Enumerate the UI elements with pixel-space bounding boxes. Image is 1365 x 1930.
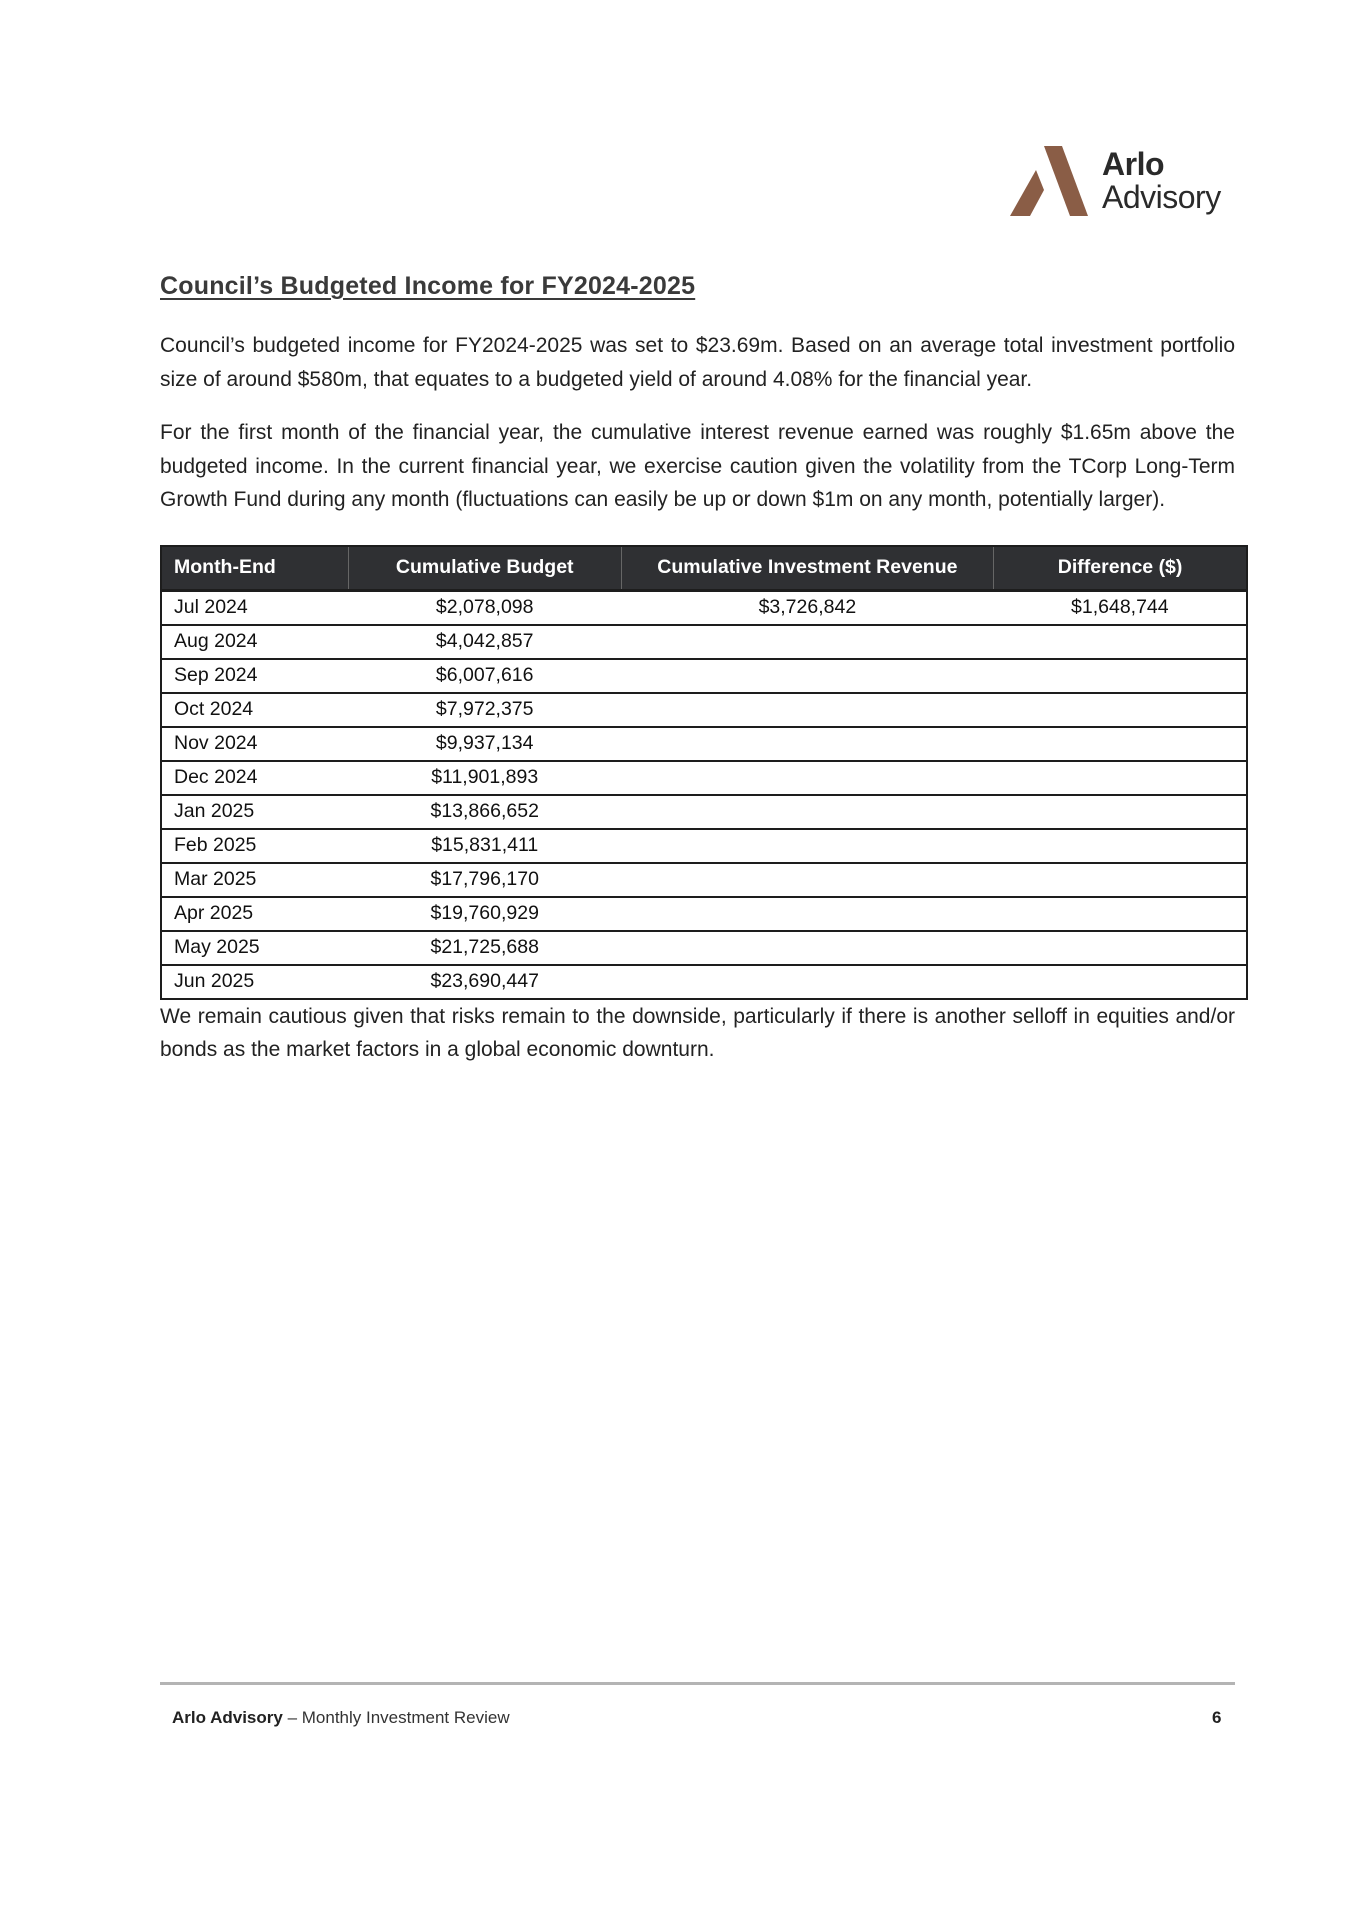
cell-revenue — [621, 965, 994, 999]
cell-difference — [994, 727, 1247, 761]
cell-difference — [994, 795, 1247, 829]
cell-difference — [994, 897, 1247, 931]
cell-revenue — [621, 931, 994, 965]
header-cumulative-budget: Cumulative Budget — [348, 546, 621, 591]
table-row — [161, 931, 1247, 965]
section-title: Council’s Budgeted Income for FY2024-2025 — [160, 272, 696, 300]
footer-separator: – — [282, 1708, 302, 1727]
cell-month: Mar 2025 — [161, 863, 348, 897]
caution-paragraph: For the first month of the financial year, the cumulative interest revenue earned was roughly $1.65m above the budgeted income. In the current financial year, we exercise caution given the volatility from the TCorp Long-Term Growth Fund during any month (fluctuations can easily be up or down $1m on any month, potentially larger). — [160, 421, 1235, 511]
cell-revenue — [621, 727, 994, 761]
cell-month: May 2025 — [161, 931, 348, 965]
cell-revenue — [621, 625, 994, 659]
cell-budget: $4,042,857 — [348, 625, 621, 659]
cell-budget: $21,725,688 — [348, 931, 621, 965]
cell-month: Apr 2025 — [161, 897, 348, 931]
cell-difference — [994, 693, 1247, 727]
cell-budget: $2,078,098 — [348, 590, 621, 625]
table-row — [161, 761, 1247, 795]
cell-revenue — [621, 795, 994, 829]
cell-revenue — [621, 897, 994, 931]
cell-budget: $6,007,616 — [348, 659, 621, 693]
cell-difference — [994, 659, 1247, 693]
logo-name-primary: Arlo — [1102, 146, 1164, 182]
header-month-end: Month-End — [161, 546, 348, 591]
cell-month: Dec 2024 — [161, 761, 348, 795]
table-row — [161, 965, 1247, 999]
cell-revenue — [621, 659, 994, 693]
cell-budget: $7,972,375 — [348, 693, 621, 727]
logo-name-secondary: Advisory — [1102, 179, 1221, 215]
footer-divider — [160, 1682, 1235, 1685]
cell-difference — [994, 931, 1247, 965]
cell-month: Jan 2025 — [161, 795, 348, 829]
page-number: 6 — [1212, 1708, 1222, 1727]
cell-revenue — [621, 863, 994, 897]
cell-revenue — [621, 829, 994, 863]
cell-difference — [994, 761, 1247, 795]
cell-difference — [994, 625, 1247, 659]
outlook-paragraph: We remain cautious given that risks remain to the downside, particularly if there is another selloff in equities and/or bonds as the market factors in a global economic downturn. — [160, 1004, 1235, 1061]
table-row — [161, 727, 1247, 761]
cell-month: Sep 2024 — [161, 659, 348, 693]
intro-paragraph: Council’s budgeted income for FY2024-2025 was set to $23.69m. Based on an average total investment portfolio size of around $580m, that equates to a budgeted yield of around 4.08% for the financial year. — [160, 334, 1235, 391]
table-row — [161, 625, 1247, 659]
cell-difference — [994, 829, 1247, 863]
cell-budget: $13,866,652 — [348, 795, 621, 829]
footer — [172, 1708, 510, 1728]
header-difference: Difference ($) — [994, 546, 1247, 591]
cell-difference — [994, 863, 1247, 897]
header-cumulative-revenue: Cumulative Investment Revenue — [621, 546, 994, 591]
table-header-row — [161, 546, 1247, 591]
cell-difference — [994, 965, 1247, 999]
table-row — [161, 795, 1247, 829]
table-row — [161, 590, 1247, 625]
footer-doc-title: Monthly Investment Review — [301, 1708, 510, 1727]
budget-table — [160, 545, 1248, 1000]
cell-month: Jun 2025 — [161, 965, 348, 999]
cell-month: Aug 2024 — [161, 625, 348, 659]
cell-revenue: $3,726,842 — [621, 590, 994, 625]
table-row — [161, 693, 1247, 727]
table-row — [161, 897, 1247, 931]
table-row — [161, 659, 1247, 693]
cell-month: Nov 2024 — [161, 727, 348, 761]
cell-month: Feb 2025 — [161, 829, 348, 863]
footer-brand: Arlo Advisory — [172, 1708, 283, 1727]
cell-budget: $23,690,447 — [348, 965, 621, 999]
cell-budget: $11,901,893 — [348, 761, 621, 795]
cell-month: Jul 2024 — [161, 590, 348, 625]
table-row — [161, 863, 1247, 897]
cell-budget: $17,796,170 — [348, 863, 621, 897]
cell-month: Oct 2024 — [161, 693, 348, 727]
cell-budget: $19,760,929 — [348, 897, 621, 931]
table-row — [161, 829, 1247, 863]
cell-revenue — [621, 693, 994, 727]
page-content — [160, 272, 1235, 1087]
cell-budget: $15,831,411 — [348, 829, 621, 863]
cell-budget: $9,937,134 — [348, 727, 621, 761]
brand-logo — [1010, 142, 1240, 224]
arlo-logo-icon — [1010, 144, 1090, 218]
cell-revenue — [621, 761, 994, 795]
cell-difference: $1,648,744 — [994, 590, 1247, 625]
